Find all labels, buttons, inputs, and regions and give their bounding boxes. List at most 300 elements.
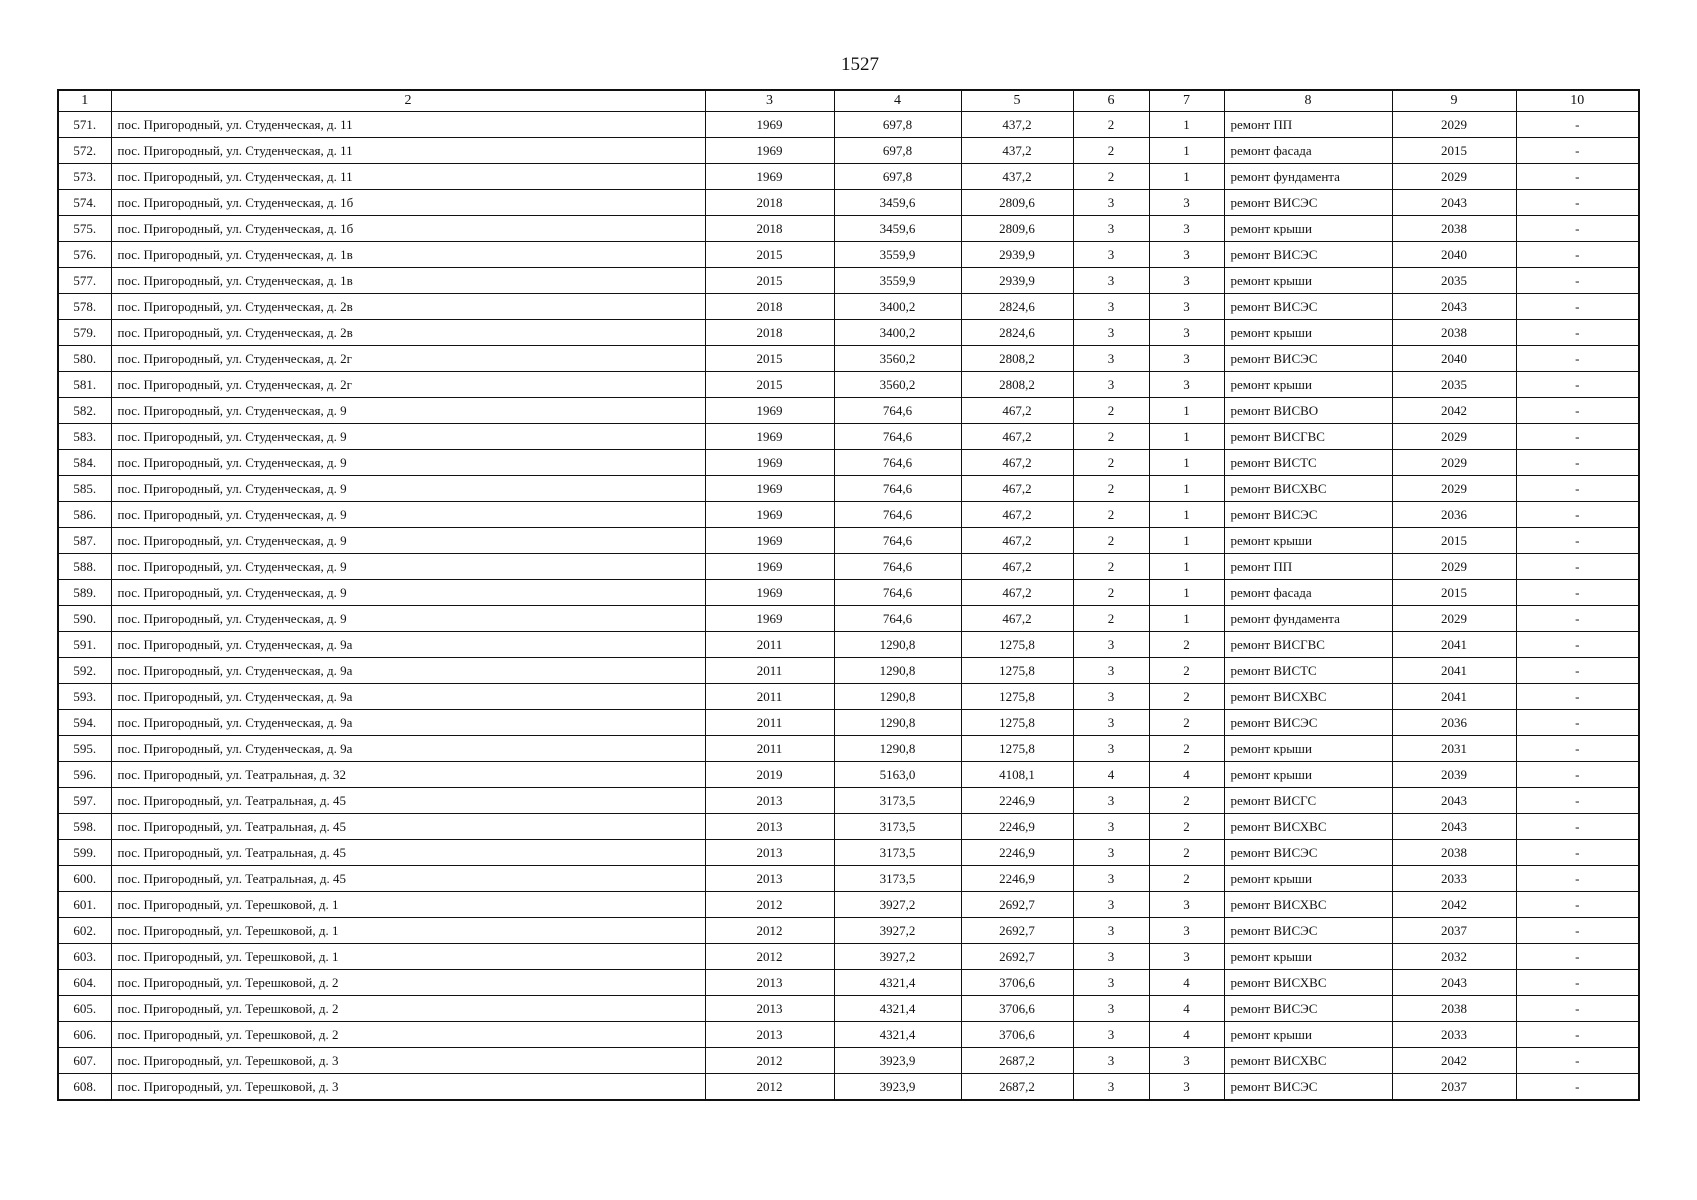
- floors-cell: 3: [1073, 1074, 1149, 1101]
- work-type-cell: ремонт ПП: [1224, 554, 1392, 580]
- planned-year-cell: 2035: [1392, 372, 1516, 398]
- floors-cell: 2: [1073, 580, 1149, 606]
- table-row: [58, 658, 1639, 684]
- year-cell: 2012: [705, 1048, 834, 1074]
- row-number: 598.: [58, 814, 111, 840]
- address-cell: пос. Пригородный, ул. Студенческая, д. 9: [111, 502, 705, 528]
- work-type-cell: ремонт ВИСГВС: [1224, 632, 1392, 658]
- work-type-cell: ремонт крыши: [1224, 944, 1392, 970]
- year-cell: 2012: [705, 918, 834, 944]
- address-cell: пос. Пригородный, ул. Терешковой, д. 1: [111, 892, 705, 918]
- floors-cell: 4: [1073, 762, 1149, 788]
- work-type-cell: ремонт ВИСЭС: [1224, 502, 1392, 528]
- living-area-cell: 2809,6: [961, 190, 1073, 216]
- entrances-cell: 2: [1149, 840, 1224, 866]
- living-area-cell: 2687,2: [961, 1074, 1073, 1101]
- living-area-cell: 1275,8: [961, 658, 1073, 684]
- planned-year-cell: 2015: [1392, 528, 1516, 554]
- column-header: 9: [1392, 90, 1516, 112]
- column-header: 1: [58, 90, 111, 112]
- work-type-cell: ремонт фасада: [1224, 580, 1392, 606]
- table-row: [58, 814, 1639, 840]
- total-area-cell: 764,6: [834, 580, 961, 606]
- total-area-cell: 697,8: [834, 164, 961, 190]
- planned-year-cell: 2041: [1392, 658, 1516, 684]
- address-cell: пос. Пригородный, ул. Терешковой, д. 1: [111, 918, 705, 944]
- year-cell: 1969: [705, 450, 834, 476]
- planned-year-cell: 2043: [1392, 788, 1516, 814]
- table-row: [58, 1022, 1639, 1048]
- floors-cell: 3: [1073, 242, 1149, 268]
- floors-cell: 3: [1073, 1022, 1149, 1048]
- address-cell: пос. Пригородный, ул. Студенческая, д. 9: [111, 554, 705, 580]
- total-area-cell: 3173,5: [834, 814, 961, 840]
- row-number: 607.: [58, 1048, 111, 1074]
- table-row: [58, 216, 1639, 242]
- table-row: [58, 554, 1639, 580]
- work-type-cell: ремонт крыши: [1224, 320, 1392, 346]
- planned-year-cell: 2037: [1392, 918, 1516, 944]
- work-type-cell: ремонт крыши: [1224, 866, 1392, 892]
- year-cell: 2018: [705, 294, 834, 320]
- entrances-cell: 3: [1149, 320, 1224, 346]
- row-number: 590.: [58, 606, 111, 632]
- living-area-cell: 467,2: [961, 554, 1073, 580]
- address-cell: пос. Пригородный, ул. Студенческая, д. 9а: [111, 710, 705, 736]
- work-type-cell: ремонт ВИСХВС: [1224, 892, 1392, 918]
- living-area-cell: 467,2: [961, 424, 1073, 450]
- work-type-cell: ремонт крыши: [1224, 762, 1392, 788]
- floors-cell: 2: [1073, 164, 1149, 190]
- work-type-cell: ремонт ВИСЭС: [1224, 996, 1392, 1022]
- table-row: [58, 242, 1639, 268]
- year-cell: 1969: [705, 502, 834, 528]
- floors-cell: 3: [1073, 294, 1149, 320]
- planned-year-cell: 2043: [1392, 190, 1516, 216]
- column-header: 10: [1516, 90, 1639, 112]
- row-number: 582.: [58, 398, 111, 424]
- floors-cell: 3: [1073, 658, 1149, 684]
- entrances-cell: 1: [1149, 528, 1224, 554]
- address-cell: пос. Пригородный, ул. Театральная, д. 32: [111, 762, 705, 788]
- row-number: 580.: [58, 346, 111, 372]
- table-row: [58, 294, 1639, 320]
- planned-year-cell: 2029: [1392, 112, 1516, 138]
- year-cell: 2013: [705, 788, 834, 814]
- floors-cell: 2: [1073, 112, 1149, 138]
- total-area-cell: 764,6: [834, 476, 961, 502]
- living-area-cell: 2808,2: [961, 372, 1073, 398]
- table-row: [58, 580, 1639, 606]
- year-cell: 2018: [705, 190, 834, 216]
- address-cell: пос. Пригородный, ул. Терешковой, д. 1: [111, 944, 705, 970]
- total-area-cell: 3923,9: [834, 1074, 961, 1101]
- entrances-cell: 4: [1149, 996, 1224, 1022]
- floors-cell: 2: [1073, 450, 1149, 476]
- table-row: [58, 606, 1639, 632]
- planned-year-cell: 2042: [1392, 398, 1516, 424]
- living-area-cell: 2692,7: [961, 918, 1073, 944]
- address-cell: пос. Пригородный, ул. Театральная, д. 45: [111, 840, 705, 866]
- entrances-cell: 1: [1149, 554, 1224, 580]
- living-area-cell: 2246,9: [961, 788, 1073, 814]
- entrances-cell: 2: [1149, 866, 1224, 892]
- entrances-cell: 3: [1149, 346, 1224, 372]
- table-row: [58, 918, 1639, 944]
- work-type-cell: ремонт ВИСЭС: [1224, 346, 1392, 372]
- note-cell: -: [1516, 710, 1639, 736]
- address-cell: пос. Пригородный, ул. Студенческая, д. 9: [111, 398, 705, 424]
- planned-year-cell: 2015: [1392, 138, 1516, 164]
- year-cell: 2015: [705, 242, 834, 268]
- entrances-cell: 1: [1149, 606, 1224, 632]
- floors-cell: 3: [1073, 736, 1149, 762]
- address-cell: пос. Пригородный, ул. Студенческая, д. 11: [111, 112, 705, 138]
- note-cell: -: [1516, 658, 1639, 684]
- row-number: 601.: [58, 892, 111, 918]
- note-cell: -: [1516, 1022, 1639, 1048]
- table-row: [58, 112, 1639, 138]
- total-area-cell: 4321,4: [834, 970, 961, 996]
- table-row: [58, 892, 1639, 918]
- table-row: [58, 320, 1639, 346]
- living-area-cell: 437,2: [961, 112, 1073, 138]
- planned-year-cell: 2041: [1392, 632, 1516, 658]
- living-area-cell: 2692,7: [961, 892, 1073, 918]
- address-cell: пос. Пригородный, ул. Терешковой, д. 2: [111, 1022, 705, 1048]
- planned-year-cell: 2029: [1392, 424, 1516, 450]
- year-cell: 1969: [705, 424, 834, 450]
- work-type-cell: ремонт ВИСХВС: [1224, 684, 1392, 710]
- address-cell: пос. Пригородный, ул. Театральная, д. 45: [111, 866, 705, 892]
- year-cell: 2013: [705, 814, 834, 840]
- table-row: [58, 528, 1639, 554]
- living-area-cell: 467,2: [961, 476, 1073, 502]
- entrances-cell: 1: [1149, 398, 1224, 424]
- table-row: [58, 164, 1639, 190]
- entrances-cell: 3: [1149, 918, 1224, 944]
- total-area-cell: 4321,4: [834, 996, 961, 1022]
- planned-year-cell: 2029: [1392, 450, 1516, 476]
- planned-year-cell: 2042: [1392, 892, 1516, 918]
- column-number-row: [58, 90, 1639, 112]
- note-cell: -: [1516, 684, 1639, 710]
- address-cell: пос. Пригородный, ул. Терешковой, д. 2: [111, 996, 705, 1022]
- work-type-cell: ремонт ВИСВО: [1224, 398, 1392, 424]
- living-area-cell: 2808,2: [961, 346, 1073, 372]
- year-cell: 2018: [705, 320, 834, 346]
- work-type-cell: ремонт ПП: [1224, 112, 1392, 138]
- planned-year-cell: 2032: [1392, 944, 1516, 970]
- total-area-cell: 3560,2: [834, 372, 961, 398]
- entrances-cell: 4: [1149, 970, 1224, 996]
- entrances-cell: 4: [1149, 1022, 1224, 1048]
- entrances-cell: 3: [1149, 1048, 1224, 1074]
- planned-year-cell: 2038: [1392, 216, 1516, 242]
- note-cell: -: [1516, 606, 1639, 632]
- row-number: 576.: [58, 242, 111, 268]
- floors-cell: 2: [1073, 138, 1149, 164]
- planned-year-cell: 2015: [1392, 580, 1516, 606]
- address-cell: пос. Пригородный, ул. Студенческая, д. 9: [111, 528, 705, 554]
- work-type-cell: ремонт ВИСХВС: [1224, 970, 1392, 996]
- note-cell: -: [1516, 164, 1639, 190]
- row-number: 595.: [58, 736, 111, 762]
- work-type-cell: ремонт ВИСХВС: [1224, 476, 1392, 502]
- living-area-cell: 2687,2: [961, 1048, 1073, 1074]
- planned-year-cell: 2043: [1392, 970, 1516, 996]
- note-cell: -: [1516, 580, 1639, 606]
- year-cell: 2013: [705, 970, 834, 996]
- living-area-cell: 2246,9: [961, 866, 1073, 892]
- living-area-cell: 2824,6: [961, 320, 1073, 346]
- row-number: 585.: [58, 476, 111, 502]
- total-area-cell: 764,6: [834, 606, 961, 632]
- living-area-cell: 4108,1: [961, 762, 1073, 788]
- table-row: [58, 762, 1639, 788]
- total-area-cell: 5163,0: [834, 762, 961, 788]
- note-cell: -: [1516, 502, 1639, 528]
- entrances-cell: 1: [1149, 424, 1224, 450]
- table-row: [58, 398, 1639, 424]
- row-number: 587.: [58, 528, 111, 554]
- entrances-cell: 1: [1149, 580, 1224, 606]
- column-header: 3: [705, 90, 834, 112]
- table-row: [58, 268, 1639, 294]
- planned-year-cell: 2029: [1392, 554, 1516, 580]
- table-row: [58, 450, 1639, 476]
- planned-year-cell: 2029: [1392, 476, 1516, 502]
- year-cell: 2018: [705, 216, 834, 242]
- living-area-cell: 467,2: [961, 398, 1073, 424]
- living-area-cell: 2246,9: [961, 814, 1073, 840]
- entrances-cell: 1: [1149, 476, 1224, 502]
- row-number: 584.: [58, 450, 111, 476]
- row-number: 597.: [58, 788, 111, 814]
- work-type-cell: ремонт ВИСЭС: [1224, 918, 1392, 944]
- total-area-cell: 3927,2: [834, 892, 961, 918]
- table-row: [58, 710, 1639, 736]
- table-row: [58, 970, 1639, 996]
- year-cell: 2015: [705, 372, 834, 398]
- year-cell: 2011: [705, 710, 834, 736]
- planned-year-cell: 2041: [1392, 684, 1516, 710]
- work-type-cell: ремонт ВИСЭС: [1224, 294, 1392, 320]
- row-number: 588.: [58, 554, 111, 580]
- note-cell: -: [1516, 996, 1639, 1022]
- year-cell: 1969: [705, 528, 834, 554]
- address-cell: пос. Пригородный, ул. Студенческая, д. 9: [111, 580, 705, 606]
- floors-cell: 3: [1073, 944, 1149, 970]
- planned-year-cell: 2038: [1392, 840, 1516, 866]
- note-cell: -: [1516, 918, 1639, 944]
- work-type-cell: ремонт крыши: [1224, 372, 1392, 398]
- note-cell: -: [1516, 1048, 1639, 1074]
- planned-year-cell: 2043: [1392, 814, 1516, 840]
- entrances-cell: 2: [1149, 632, 1224, 658]
- note-cell: -: [1516, 190, 1639, 216]
- year-cell: 1969: [705, 580, 834, 606]
- work-type-cell: ремонт крыши: [1224, 528, 1392, 554]
- work-type-cell: ремонт крыши: [1224, 268, 1392, 294]
- entrances-cell: 3: [1149, 242, 1224, 268]
- total-area-cell: 3559,9: [834, 242, 961, 268]
- address-cell: пос. Пригородный, ул. Студенческая, д. 9: [111, 424, 705, 450]
- table-row: [58, 684, 1639, 710]
- year-cell: 1969: [705, 476, 834, 502]
- row-number: 577.: [58, 268, 111, 294]
- total-area-cell: 764,6: [834, 424, 961, 450]
- floors-cell: 2: [1073, 424, 1149, 450]
- year-cell: 2015: [705, 268, 834, 294]
- entrances-cell: 2: [1149, 684, 1224, 710]
- total-area-cell: 764,6: [834, 502, 961, 528]
- total-area-cell: 697,8: [834, 138, 961, 164]
- entrances-cell: 1: [1149, 450, 1224, 476]
- total-area-cell: 3459,6: [834, 190, 961, 216]
- living-area-cell: 437,2: [961, 164, 1073, 190]
- year-cell: 1969: [705, 138, 834, 164]
- total-area-cell: 3459,6: [834, 216, 961, 242]
- address-cell: пос. Пригородный, ул. Студенческая, д. 2г: [111, 346, 705, 372]
- entrances-cell: 3: [1149, 892, 1224, 918]
- work-type-cell: ремонт ВИСГС: [1224, 788, 1392, 814]
- note-cell: -: [1516, 970, 1639, 996]
- living-area-cell: 2939,9: [961, 242, 1073, 268]
- note-cell: -: [1516, 112, 1639, 138]
- table-row: [58, 190, 1639, 216]
- entrances-cell: 3: [1149, 944, 1224, 970]
- address-cell: пос. Пригородный, ул. Терешковой, д. 2: [111, 970, 705, 996]
- total-area-cell: 764,6: [834, 398, 961, 424]
- note-cell: -: [1516, 1074, 1639, 1101]
- living-area-cell: 437,2: [961, 138, 1073, 164]
- work-type-cell: ремонт ВИСХВС: [1224, 814, 1392, 840]
- entrances-cell: 1: [1149, 138, 1224, 164]
- row-number: 596.: [58, 762, 111, 788]
- entrances-cell: 3: [1149, 372, 1224, 398]
- work-type-cell: ремонт фундамента: [1224, 606, 1392, 632]
- work-type-cell: ремонт ВИСГВС: [1224, 424, 1392, 450]
- work-type-cell: ремонт крыши: [1224, 216, 1392, 242]
- total-area-cell: 764,6: [834, 554, 961, 580]
- total-area-cell: 3559,9: [834, 268, 961, 294]
- total-area-cell: 1290,8: [834, 684, 961, 710]
- floors-cell: 3: [1073, 840, 1149, 866]
- floors-cell: 3: [1073, 190, 1149, 216]
- note-cell: -: [1516, 892, 1639, 918]
- note-cell: -: [1516, 840, 1639, 866]
- note-cell: -: [1516, 476, 1639, 502]
- year-cell: 1969: [705, 398, 834, 424]
- year-cell: 1969: [705, 606, 834, 632]
- total-area-cell: 3173,5: [834, 840, 961, 866]
- year-cell: 2013: [705, 840, 834, 866]
- work-type-cell: ремонт ВИСЭС: [1224, 710, 1392, 736]
- year-cell: 2015: [705, 346, 834, 372]
- column-header: 6: [1073, 90, 1149, 112]
- year-cell: 2013: [705, 866, 834, 892]
- planned-year-cell: 2040: [1392, 242, 1516, 268]
- floors-cell: 3: [1073, 684, 1149, 710]
- floors-cell: 3: [1073, 216, 1149, 242]
- address-cell: пос. Пригородный, ул. Студенческая, д. 9: [111, 476, 705, 502]
- planned-year-cell: 2038: [1392, 320, 1516, 346]
- row-number: 606.: [58, 1022, 111, 1048]
- note-cell: -: [1516, 554, 1639, 580]
- note-cell: -: [1516, 372, 1639, 398]
- column-header: 2: [111, 90, 705, 112]
- address-cell: пос. Пригородный, ул. Студенческая, д. 9а: [111, 658, 705, 684]
- table-row: [58, 632, 1639, 658]
- floors-cell: 2: [1073, 528, 1149, 554]
- table-row: [58, 346, 1639, 372]
- planned-year-cell: 2029: [1392, 164, 1516, 190]
- living-area-cell: 467,2: [961, 580, 1073, 606]
- total-area-cell: 3927,2: [834, 918, 961, 944]
- housing-repair-table: [57, 89, 1640, 1101]
- work-type-cell: ремонт ВИСЭС: [1224, 840, 1392, 866]
- note-cell: -: [1516, 242, 1639, 268]
- living-area-cell: 2809,6: [961, 216, 1073, 242]
- floors-cell: 2: [1073, 476, 1149, 502]
- floors-cell: 3: [1073, 268, 1149, 294]
- total-area-cell: 3400,2: [834, 320, 961, 346]
- year-cell: 2013: [705, 996, 834, 1022]
- living-area-cell: 2246,9: [961, 840, 1073, 866]
- entrances-cell: 2: [1149, 658, 1224, 684]
- note-cell: -: [1516, 424, 1639, 450]
- note-cell: -: [1516, 736, 1639, 762]
- entrances-cell: 1: [1149, 502, 1224, 528]
- column-header: 7: [1149, 90, 1224, 112]
- note-cell: -: [1516, 294, 1639, 320]
- year-cell: 2011: [705, 684, 834, 710]
- row-number: 589.: [58, 580, 111, 606]
- row-number: 581.: [58, 372, 111, 398]
- table-row: [58, 1048, 1639, 1074]
- table-row: [58, 424, 1639, 450]
- row-number: 592.: [58, 658, 111, 684]
- note-cell: -: [1516, 346, 1639, 372]
- living-area-cell: 2939,9: [961, 268, 1073, 294]
- column-header: 5: [961, 90, 1073, 112]
- work-type-cell: ремонт фасада: [1224, 138, 1392, 164]
- work-type-cell: ремонт фундамента: [1224, 164, 1392, 190]
- column-header: 8: [1224, 90, 1392, 112]
- row-number: 594.: [58, 710, 111, 736]
- address-cell: пос. Пригородный, ул. Студенческая, д. 9а: [111, 684, 705, 710]
- row-number: 602.: [58, 918, 111, 944]
- note-cell: -: [1516, 944, 1639, 970]
- living-area-cell: 467,2: [961, 502, 1073, 528]
- note-cell: -: [1516, 632, 1639, 658]
- total-area-cell: 3400,2: [834, 294, 961, 320]
- planned-year-cell: 2036: [1392, 710, 1516, 736]
- row-number: 599.: [58, 840, 111, 866]
- planned-year-cell: 2042: [1392, 1048, 1516, 1074]
- row-number: 600.: [58, 866, 111, 892]
- living-area-cell: 1275,8: [961, 736, 1073, 762]
- entrances-cell: 3: [1149, 216, 1224, 242]
- floors-cell: 3: [1073, 996, 1149, 1022]
- entrances-cell: 3: [1149, 268, 1224, 294]
- work-type-cell: ремонт крыши: [1224, 736, 1392, 762]
- total-area-cell: 697,8: [834, 112, 961, 138]
- living-area-cell: 467,2: [961, 528, 1073, 554]
- row-number: 578.: [58, 294, 111, 320]
- entrances-cell: 2: [1149, 736, 1224, 762]
